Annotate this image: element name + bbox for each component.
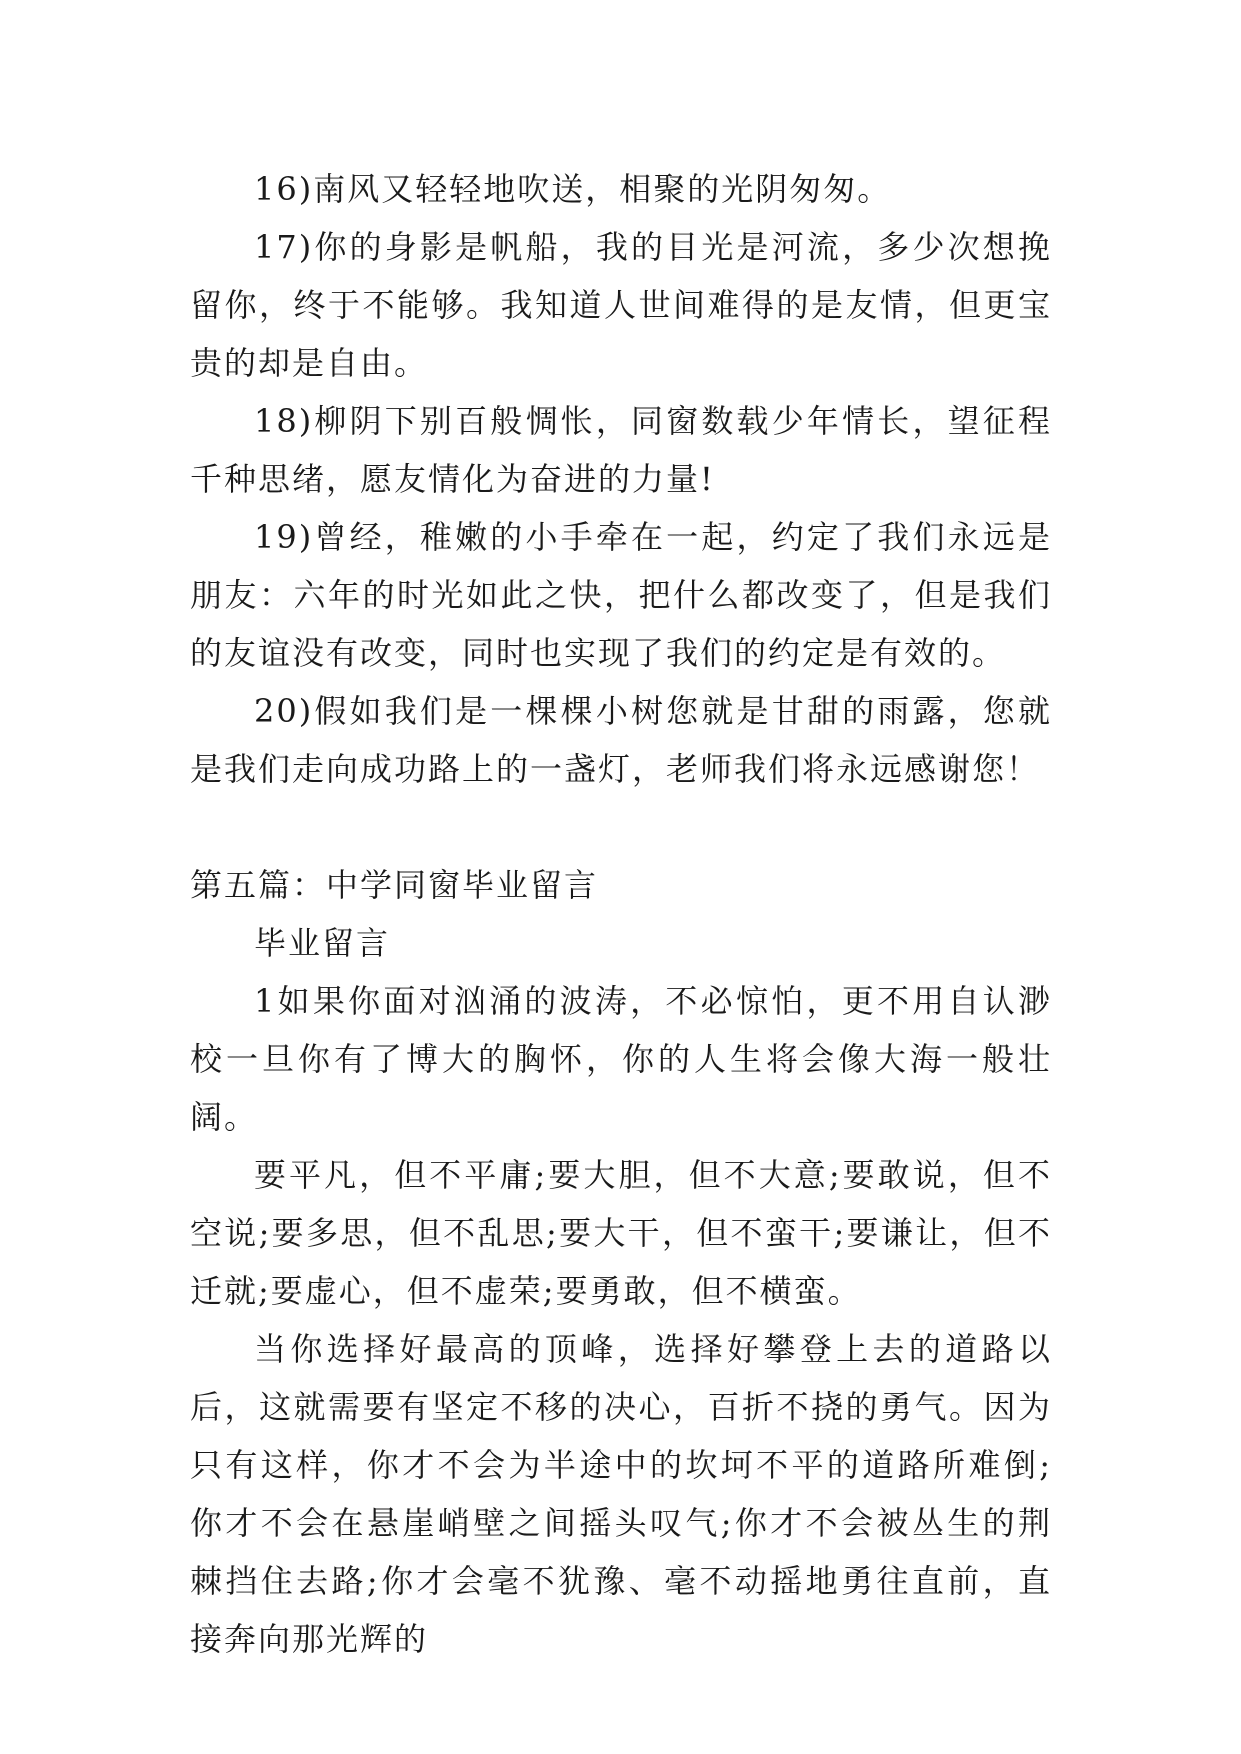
- section-subheading: 毕业留言: [254, 924, 391, 962]
- paragraph-16: 16)南风又轻轻地吹送，相聚的光阴匆匆。: [254, 170, 892, 208]
- paragraph-b2: 要平凡，但不平庸;要大胆，但不大意;要敢说，但不空说;要多思，但不乱思;要大干，但不蛮干;要谦让，但不迁就;要虚心，但不虚荣;要勇敢，但不横蛮。: [190, 1156, 1052, 1310]
- paragraph-17: 17)你的身影是帆船，我的目光是河流，多少次想挽留你，终于不能够。我知道人世间难得的是友情，但更宝贵的却是自由。: [190, 228, 1052, 382]
- paragraph-b3: 当你选择好最高的顶峰，选择好攀登上去的道路以后，这就需要有坚定不移的决心，百折不挠的勇气。因为只有这样，你才不会为半途中的坎坷不平的道路所难倒;你才不会在悬崖峭壁之间摇头叹气;你才不会被丛生的荆棘挡住去路;你才会毫不犹豫、毫不动摇地勇往直前，直接奔向那光辉的: [190, 1330, 1052, 1658]
- paragraph-18: 18)柳阴下别百般惆怅，同窗数载少年情长，望征程千种思绪，愿友情化为奋进的力量!: [190, 402, 1052, 498]
- document-page: [190, 160, 1052, 1668]
- section-gap: [190, 798, 1052, 856]
- section-heading: 第五篇：中学同窗毕业留言: [190, 866, 599, 904]
- paragraph-19: 19)曾经，稚嫩的小手牵在一起，约定了我们永远是朋友：六年的时光如此之快，把什么都改变了，但是我们的友谊没有改变，同时也实现了我们的约定是有效的。: [190, 518, 1052, 672]
- paragraph-b1: 1如果你面对汹涌的波涛，不必惊怕，更不用自认渺校一旦你有了博大的胸怀，你的人生将会像大海一般壮阔。: [190, 982, 1052, 1136]
- paragraph-20: 20)假如我们是一棵棵小树您就是甘甜的雨露，您就是我们走向成功路上的一盏灯，老师我们将永远感谢您！: [190, 692, 1052, 788]
